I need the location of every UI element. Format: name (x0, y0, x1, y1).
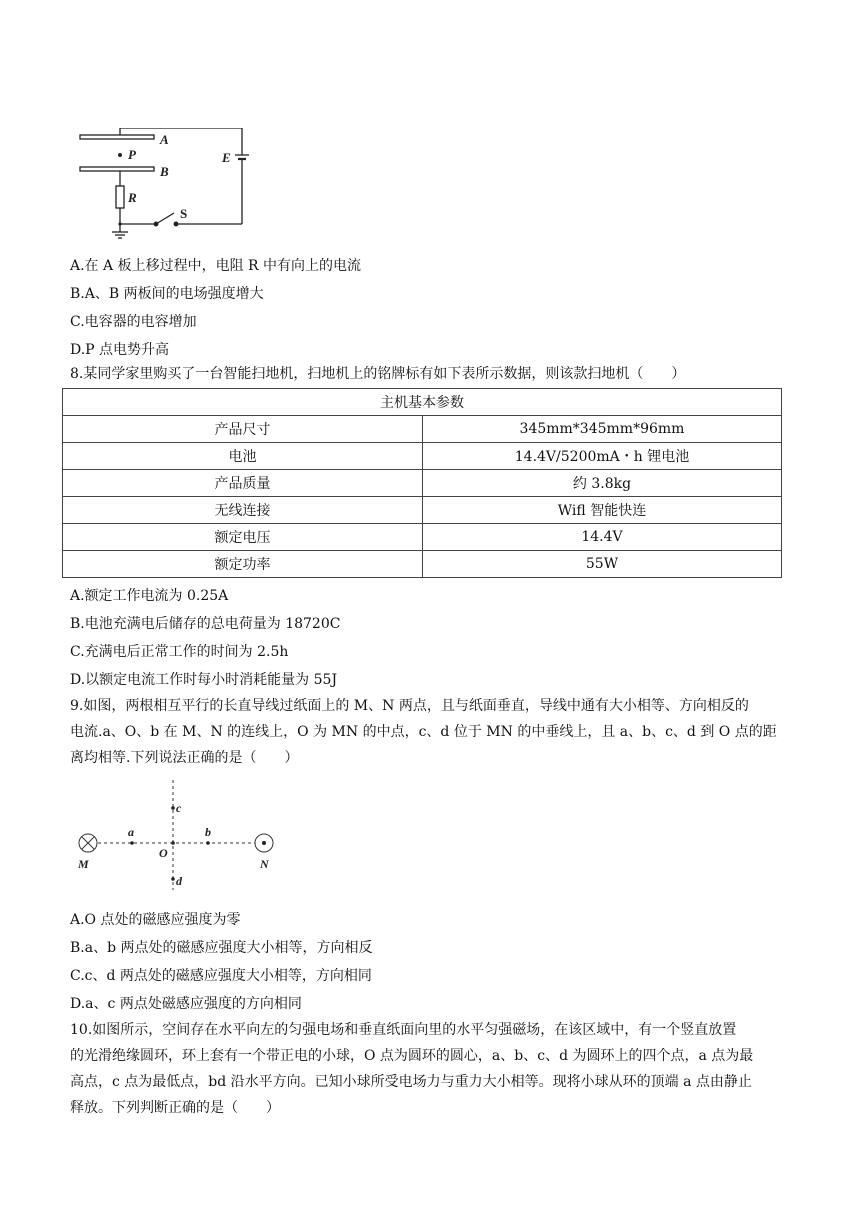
point-p (118, 153, 122, 157)
table-cell-key: 额定功率 (63, 551, 423, 578)
label-a: A (160, 132, 169, 147)
q8-option-b: B.电池充满电后储存的总电荷量为 18720C (70, 616, 341, 632)
q7-option-d: D.P 点电势升高 (70, 342, 170, 358)
label-b: B (160, 164, 169, 179)
q8-option-a: A.额定工作电流为 0.25A (70, 588, 229, 604)
q9-option-c: C.c、d 两点处的磁感应强度大小相等，方向相同 (70, 968, 372, 984)
table-cell-key: 电池 (63, 443, 423, 470)
table-header-row (63, 389, 782, 416)
q10-stem-line-3: 高点，c 点为最低点，bd 沿水平方向。已知小球所受电场力与重力大小相等。现将小球从环的顶端 a 点由静止 (70, 1074, 752, 1090)
q7-option-b: B.A、B 两板间的电场强度增大 (70, 286, 264, 302)
table-cell-key: 无线连接 (63, 497, 423, 524)
q7-option-a: A.在 A 板上移过程中，电阻 R 中有向上的电流 (70, 258, 362, 274)
plate-b (80, 167, 154, 171)
switch-s (156, 213, 174, 224)
table-cell-value: 14.4V (423, 524, 782, 551)
q10-stem-line-4: 释放。下列判断正确的是（ ） (70, 1100, 280, 1116)
label-p: P (128, 147, 136, 162)
point-d (171, 877, 175, 881)
table-row (63, 551, 782, 578)
q9-stem-line-3: 离均相等.下列说法正确的是（ ） (70, 750, 299, 766)
label-n: N (260, 857, 269, 871)
label-a: a (128, 825, 134, 839)
label-r: R (128, 190, 137, 205)
q9-option-a: A.O 点处的磁感应强度为零 (70, 912, 241, 928)
q7-option-c: C.电容器的电容增加 (70, 314, 197, 330)
spec-table (62, 388, 782, 578)
table-cell-value: Wifl 智能快连 (423, 497, 782, 524)
label-o: O (159, 846, 168, 860)
table-row (63, 416, 782, 443)
table-row (63, 524, 782, 551)
q10-stem-line-2: 的光滑绝缘圆环，环上套有一个带正电的小球，O 点为圆环的圆心，a、b、c、d 为圆环上的四个点，a 点为最 (70, 1048, 754, 1064)
table-cell-value: 约 3.8kg (423, 470, 782, 497)
q9-stem-line-1: 9.如图，两根相互平行的长直导线过纸面上的 M、N 两点，且与纸面垂直，导线中通有大小相等、方向相反的 (70, 698, 749, 714)
label-e: E (222, 150, 231, 165)
table-cell-key: 产品尺寸 (63, 416, 423, 443)
table-row (63, 443, 782, 470)
resistor-r (116, 186, 124, 208)
table-cell-value: 14.4V/5200mA・h 锂电池 (423, 443, 782, 470)
point-c (171, 806, 175, 810)
q9-option-d: D.a、c 两点处磁感应强度的方向相同 (70, 996, 302, 1012)
label-c: c (176, 801, 182, 815)
q10-stem-line-1: 10.如图所示，空间存在水平向左的匀强电场和垂直纸面向里的水平匀强磁场，在该区域中，有一个竖直放置 (70, 1022, 737, 1038)
q8-option-c: C.充满电后正常工作的时间为 2.5h (70, 644, 289, 660)
label-d: d (176, 874, 182, 888)
point-o (171, 841, 175, 845)
table-cell-key: 产品质量 (63, 470, 423, 497)
q8-stem: 8.某同学家里购买了一台智能扫地机，扫地机上的铭牌标有如下表所示数据，则该款扫地机（ ） (70, 366, 686, 382)
table-cell-value: 55W (423, 551, 782, 578)
magnetic-field-figure (70, 778, 280, 896)
table-row (63, 497, 782, 524)
plate-a (80, 135, 154, 139)
point-b (206, 841, 210, 845)
q9-option-b: B.a、b 两点处的磁感应强度大小相等，方向相反 (70, 940, 373, 956)
table-cell-value: 345mm*345mm*96mm (423, 416, 782, 443)
table-row (63, 470, 782, 497)
q8-option-d: D.以额定电流工作时每小时消耗能量为 55J (70, 672, 338, 688)
table-cell-key: 额定电压 (63, 524, 423, 551)
label-m: M (78, 857, 89, 871)
q9-stem-line-2: 电流.a、O、b 在 M、N 的连线上，O 为 MN 的中点，c、d 位于 MN 的中垂线上，且 a、b、c、d 到 O 点的距 (70, 724, 777, 740)
point-a (130, 841, 134, 845)
capacitor-circuit-figure (70, 128, 260, 248)
label-s: S (180, 206, 188, 221)
table-header: 主机基本参数 (63, 389, 782, 416)
label-b: b (205, 825, 211, 839)
